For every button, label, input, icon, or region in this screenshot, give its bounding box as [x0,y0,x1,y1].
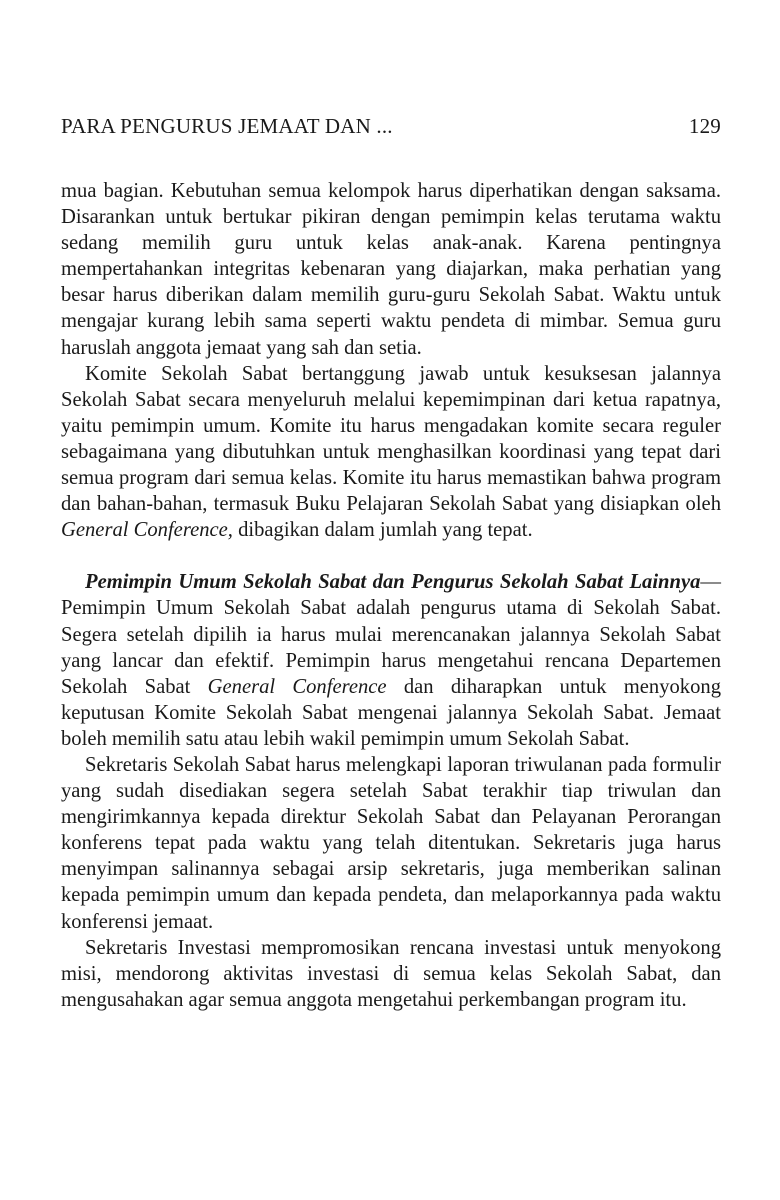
section-heading: Pemimpin Umum Sekolah Sabat dan Pengurus Sekolah Sabat Lainnya [85,571,701,594]
paragraph-pemimpin-umum [61,569,721,752]
paragraph-sekretaris-investasi [61,935,721,1013]
text-run: mua bagian. Kebutuhan semua kelompok harus diperhatikan dengan saksama. Disarankan untuk bertukar pikiran dengan pemimpin kelas terutama waktu sedang memilih guru untuk kelas anak-anak. Karena pentingnya mempertahankan integritas kebenaran yang diajarkan, maka perhatian yang besar harus diberikan dalam memilih guru-guru Sekolah Sabat. Waktu untuk mengajar kurang lebih sama seperti waktu pendeta di mimbar. Semua guru haruslah anggota jemaat yang sah dan setia. [61,180,721,359]
text-run: —Pemimpin Umum Sekolah Sabat adalah pengurus utama di Sekolah Sabat. Segera setelah dipilih ia harus mulai merencanakan jalannya Sekolah Sabat yang lancar dan efektif. Pemimpin harus mengetahui rencana Departemen Sekolah Sabat [61,571,721,698]
running-header [61,114,721,144]
text-run: Komite Sekolah Sabat bertanggung jawab untuk kesuksesan jalannya Sekolah Sabat secara menyeluruh melalui kepemimpinan dari ketua rapatnya, yaitu pemimpin umum. Komite itu harus mengadakan komite secara reguler sebagaimana yang dibutuhkan untuk menghasilkan koordinasi yang tepat dari semua program dari semua kelas. Komite itu harus memastikan bahwa program dan bahan-bahan, termasuk Buku Pelajaran Sekolah Sabat yang disiapkan oleh [61,362,721,516]
italic-term: General Conference [207,675,387,698]
text-run: dibagikan dalam jumlah yang tepat. [232,519,533,542]
paragraph-continuation [61,178,721,361]
text-run: dan diharapkan untuk menyokong keputusan Komite Sekolah Sabat mengenai jalannya Sekolah Sabat. Jemaat boleh memilih satu atau lebih wakil pemimpin umum Sekolah Sabat. [61,675,721,750]
book-page [61,114,721,1013]
text-run: Sekretaris Sekolah Sabat harus melengkapi laporan triwulanan pada formulir yang sudah disediakan segera setelah Sabat terakhir tiap triwulan dan mengirimkannya kepada direktur Sekolah Sabat dan Pelayanan Perorangan konferens tepat pada waktu yang telah ditentukan. Sekretaris juga harus menyimpan salinannya sebagai arsip sekretaris, juga memberikan salinan kepada pemimpin umum dan kepada pendeta, dan melaporkannya pada waktu konferensi jemaat. [61,753,721,933]
text-run: Sekretaris Investasi mempromosikan rencana investasi untuk menyokong misi, mendorong aktivitas investasi di semua kelas Sekolah Sabat, dan mengusahakan agar semua anggota mengetahui perkembangan program itu. [61,936,721,1011]
italic-term: General Conference, [61,519,233,542]
paragraph-komite [61,361,721,544]
page-number: 129 [688,114,721,138]
chapter-title: PARA PENGURUS JEMAAT DAN ... [61,114,393,138]
body-text [61,178,721,1013]
paragraph-sekretaris [61,752,721,935]
